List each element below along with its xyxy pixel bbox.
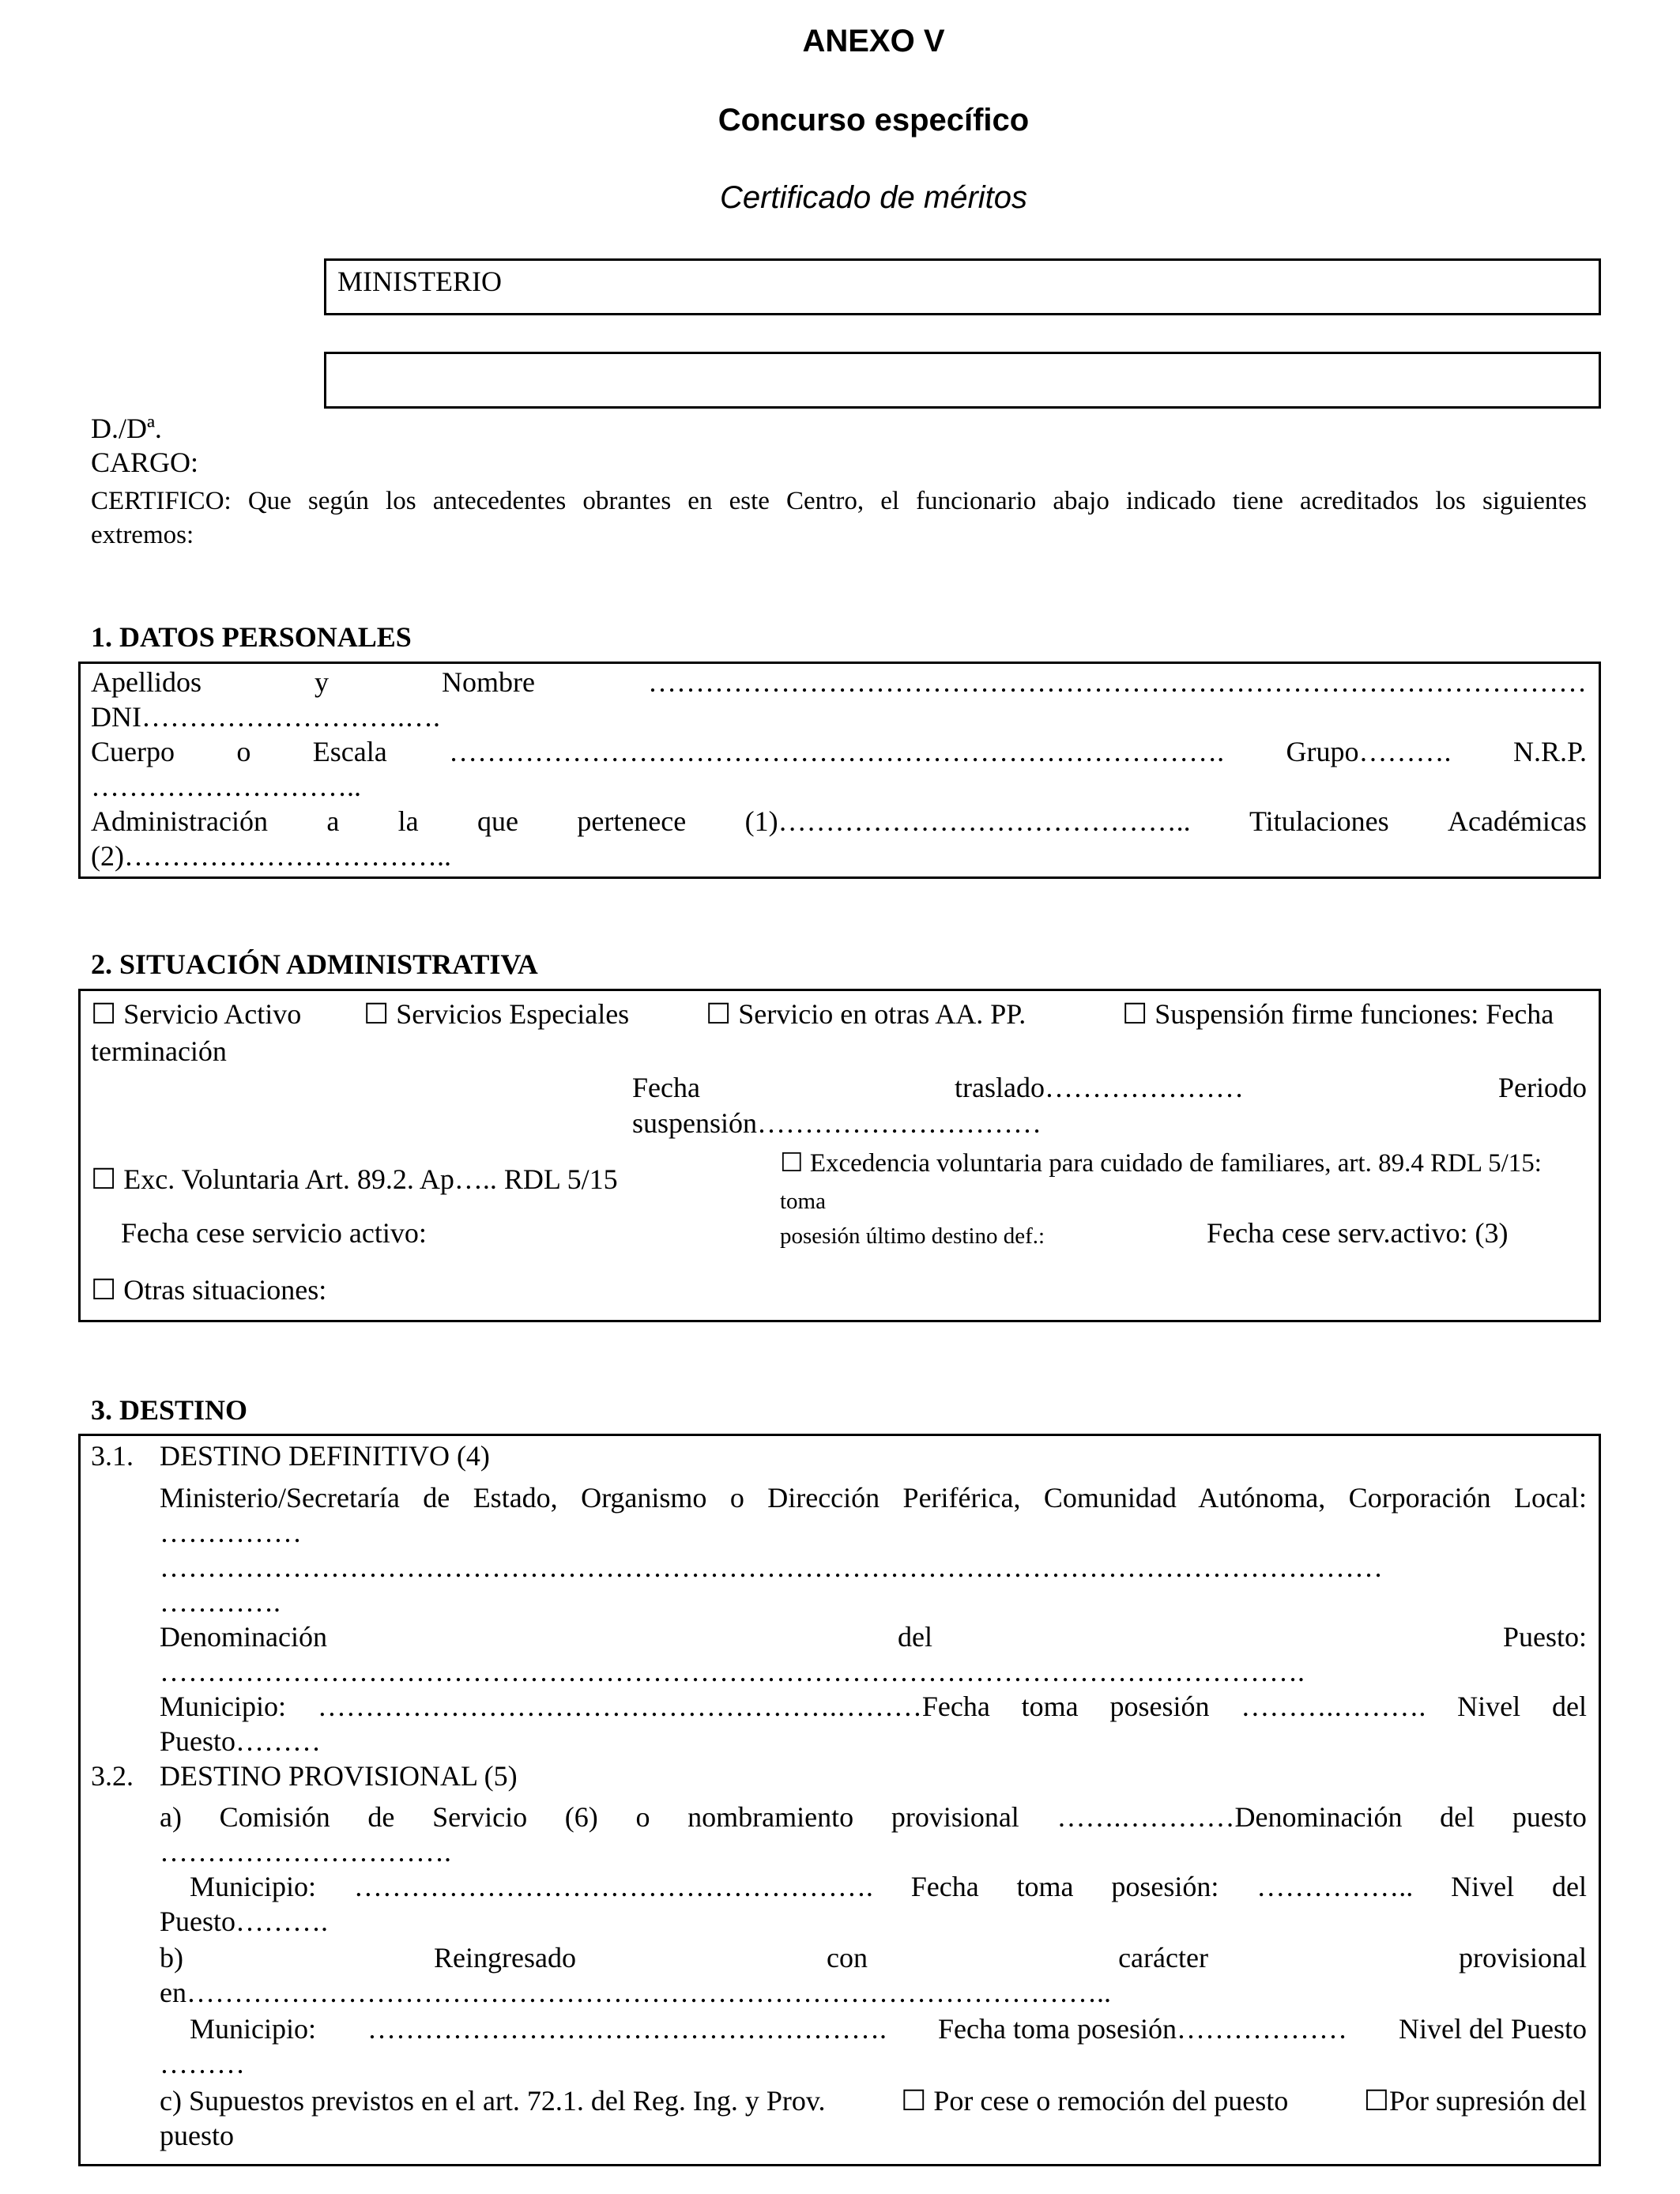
checkbox-icon[interactable]: ☐ — [1363, 2085, 1390, 2117]
denominacion-dots-word: …….…………Denominación — [1057, 1801, 1403, 1833]
municipio-dots: ……………………………………………….………Fecha — [317, 1691, 990, 1722]
ministerio-dots-2[interactable]: ………………………………………………………………………………………………………………… — [160, 1551, 1383, 1583]
terminacion-label: terminación — [91, 1035, 227, 1067]
checkbox-icon[interactable]: ☐ — [780, 1149, 804, 1178]
certifico-text: CERTIFICO: Que según los antecedentes obrantes en este Centro, el funcionario abajo indicado tiene acreditados los siguientes — [91, 487, 1587, 515]
del-word: del — [1552, 1691, 1587, 1722]
posesion-word: posesión: — [1111, 1871, 1219, 1902]
o-word: o — [635, 1801, 650, 1833]
del-word: del — [1551, 1871, 1587, 1902]
servicio-word: Servicio — [432, 1801, 528, 1833]
nivel-puesto-dots[interactable]: Puesto……… — [160, 1725, 322, 1757]
admin-que: que — [477, 805, 518, 837]
puesto-word: puesto — [1512, 1801, 1587, 1833]
option-otras-aapp[interactable] — [706, 997, 1026, 1031]
excedencia-familiares-label: Excedencia voluntaria para cuidado de familiares, art. 89.4 RDL 5/15: — [809, 1149, 1542, 1178]
d31-number: 3.1. — [91, 1440, 134, 1472]
municipio-label: Municipio: — [190, 2013, 316, 2045]
suspension-label: Suspensión firme funciones: Fecha — [1155, 998, 1554, 1030]
comision-row[interactable] — [160, 1800, 1587, 1834]
municipio-dots: ………………………………………………. — [367, 2013, 887, 2045]
administracion-row[interactable] — [91, 804, 1587, 839]
nrp-dots[interactable]: ……………………….. — [91, 771, 361, 802]
a-municipio-row[interactable] — [190, 1869, 1587, 1904]
option-cese[interactable] — [901, 2083, 1288, 2118]
cuerpo-row[interactable] — [91, 734, 1587, 769]
checkbox-icon[interactable]: ☐ — [901, 2085, 927, 2117]
item-a: a) — [160, 1801, 182, 1833]
posesion-word: posesión — [1109, 1691, 1210, 1722]
dni-line[interactable]: DNI……………………….…. — [91, 701, 440, 733]
option-servicios-especiales[interactable] — [363, 997, 629, 1031]
ministerio-dots-3[interactable]: …………. — [160, 1586, 281, 1618]
titulaciones-dots[interactable]: (2)…………………………….. — [91, 840, 451, 872]
traslado-label: traslado………………… — [955, 1072, 1244, 1103]
admin-pertenece: pertenece — [577, 805, 687, 837]
provisional-word: provisional — [1459, 1942, 1587, 1973]
admin-a: a — [326, 805, 340, 837]
puesto-end-word: puesto — [160, 2120, 234, 2151]
academicas-label: Académicas — [1448, 805, 1587, 837]
apellidos-label: Apellidos — [91, 666, 202, 698]
municipio-dots: ………………………………………………. — [353, 1871, 873, 1902]
fecha-cese-servicio-activo: Fecha cese servicio activo: — [121, 1217, 427, 1249]
apellidos-y: y — [315, 666, 329, 698]
fecha-label: Fecha — [632, 1072, 700, 1103]
comision-word: Comisión — [219, 1801, 330, 1833]
ministry-box[interactable] — [324, 258, 1601, 315]
grupo-label: Grupo………. — [1286, 736, 1452, 767]
destino-provisional-title: DESTINO PROVISIONAL (5) — [160, 1760, 518, 1792]
b-municipio-row[interactable] — [190, 2011, 1587, 2046]
suspension-period[interactable]: suspensión………………………… — [632, 1107, 1042, 1139]
item-b: b) — [160, 1942, 183, 1973]
b-puesto-dots[interactable]: ……… — [160, 2048, 245, 2079]
admin-dots: (1)…………………………………….. — [744, 805, 1191, 837]
ref-6: (6) — [564, 1801, 598, 1833]
municipio-label: Municipio: — [160, 1691, 286, 1722]
option-otras-situaciones[interactable] — [91, 1272, 326, 1307]
puesto-label: Puesto: — [1502, 1621, 1587, 1653]
reingresado-en-dots[interactable]: en…………………………………………………………………………………….. — [160, 1977, 1111, 2008]
section1-title: 1. DATOS PERSONALES — [91, 621, 412, 653]
contest-title: Concurso específico — [718, 103, 1030, 138]
provisional-word: provisional — [891, 1801, 1019, 1833]
municipio-row[interactable] — [160, 1689, 1587, 1724]
apellidos-row[interactable] — [91, 665, 1587, 699]
section2-title: 2. SITUACIÓN ADMINISTRATIVA — [91, 948, 538, 980]
nivel-word: Nivel — [1451, 1871, 1515, 1902]
a-puesto-dots[interactable]: Puesto………. — [160, 1906, 329, 1937]
ministry-second-box[interactable] — [324, 352, 1601, 409]
cargo-label: CARGO: — [91, 447, 199, 478]
titulaciones-label: Titulaciones — [1249, 805, 1389, 837]
nombre-label: Nombre — [442, 666, 535, 698]
apellidos-dots: ……………………………………………………………………………………… — [647, 666, 1587, 698]
ministerio-line: Ministerio/Secretaría de Estado, Organismo o Dirección Periférica, Comunidad Autónoma, Corporación Local: — [160, 1482, 1587, 1514]
cuerpo-label: Cuerpo — [91, 736, 175, 767]
checkbox-icon[interactable]: ☐ — [363, 998, 390, 1030]
otras-situaciones-label: Otras situaciones: — [123, 1274, 327, 1306]
posesion-dots: ……….………. — [1241, 1691, 1426, 1722]
fecha-word: Fecha — [910, 1871, 979, 1902]
denominacion-del: del — [897, 1621, 932, 1653]
administracion-label: Administración — [91, 805, 268, 837]
option-exc-voluntaria[interactable] — [91, 1162, 618, 1197]
cese-label: Por cese o remoción del puesto — [933, 2085, 1289, 2117]
denominacion-dots[interactable]: …………………………………………………………………………………………………………. — [160, 1656, 1305, 1687]
otras-aapp-label: Servicio en otras AA. PP. — [738, 998, 1026, 1030]
nivel-del-puesto: Nivel del Puesto — [1399, 2013, 1587, 2045]
posesion-ultimo-destino: posesión último destino def.: — [780, 1223, 1045, 1249]
servicio-activo-label: Servicio Activo — [123, 998, 302, 1030]
cuerpo-dots: ………………………………………………………………………. — [449, 736, 1225, 767]
cuerpo-o: o — [236, 736, 251, 767]
exc-voluntaria-label: Exc. Voluntaria Art. 89.2. Ap….. RDL 5/15 — [123, 1163, 618, 1195]
d32-number: 3.2. — [91, 1760, 134, 1792]
certifico-end: extremos: — [91, 521, 194, 549]
denominacion-label: Denominación — [160, 1621, 327, 1653]
supuestos-row — [160, 2083, 1587, 2118]
d-da-label: D./Dª. — [91, 413, 162, 444]
de-word: de — [367, 1801, 395, 1833]
checkbox-icon[interactable]: ☐ — [91, 1274, 117, 1306]
ministry-label: MINISTERIO — [337, 266, 502, 297]
option-suspension[interactable] — [1122, 997, 1554, 1031]
toma-label: toma — [780, 1189, 826, 1214]
servicios-especiales-label: Servicios Especiales — [396, 998, 630, 1030]
nombramiento-word: nombramiento — [687, 1801, 854, 1833]
supresion-label: Por supresión del — [1389, 2085, 1587, 2117]
fecha-cese-serv-activo: Fecha cese serv.activo: (3) — [1207, 1217, 1509, 1249]
toma-word: toma — [1021, 1691, 1079, 1722]
nrp-label: N.R.P. — [1512, 736, 1587, 767]
admin-la: la — [397, 805, 419, 837]
caracter-word: carácter — [1118, 1942, 1208, 1973]
certificate-title: Certificado de méritos — [719, 180, 1028, 215]
checkbox-icon[interactable]: ☐ — [1122, 998, 1148, 1030]
traslado-row[interactable] — [632, 1070, 1587, 1105]
option-servicio-activo[interactable] — [91, 997, 301, 1031]
supuestos-text: c) Supuestos previstos en el art. 72.1. del Reg. Ing. y Prov. — [160, 2085, 826, 2117]
option-excedencia-familiares[interactable] — [780, 1146, 1542, 1181]
denominacion-row — [160, 1619, 1587, 1654]
reingresado-row — [160, 1940, 1587, 1975]
checkbox-icon[interactable]: ☐ — [91, 1163, 117, 1195]
checkbox-icon[interactable]: ☐ — [91, 998, 117, 1030]
annex-title: ANEXO V — [802, 24, 945, 58]
comision-dots[interactable]: …………………………. — [160, 1836, 451, 1868]
toma-word: toma — [1016, 1871, 1074, 1902]
option-supresion[interactable] — [1364, 2083, 1587, 2118]
section3-title: 3. DESTINO — [91, 1394, 248, 1426]
con-word: con — [827, 1942, 868, 1973]
del-word: del — [1440, 1801, 1475, 1833]
escala-label: Escala — [312, 736, 387, 767]
periodo-label: Periodo — [1498, 1072, 1587, 1103]
posesion-dots: …………….. — [1256, 1871, 1414, 1902]
ministerio-dots-1[interactable]: …………… — [160, 1517, 302, 1548]
municipio-label: Municipio: — [190, 1871, 316, 1902]
fecha-toma-posesion: Fecha toma posesión……………… — [938, 2013, 1347, 2045]
reingresado-word: Reingresado — [434, 1942, 576, 1973]
nivel-word: Nivel — [1457, 1691, 1521, 1722]
destino-definitivo-title: DESTINO DEFINITIVO (4) — [160, 1440, 490, 1472]
checkbox-icon[interactable]: ☐ — [706, 998, 732, 1030]
